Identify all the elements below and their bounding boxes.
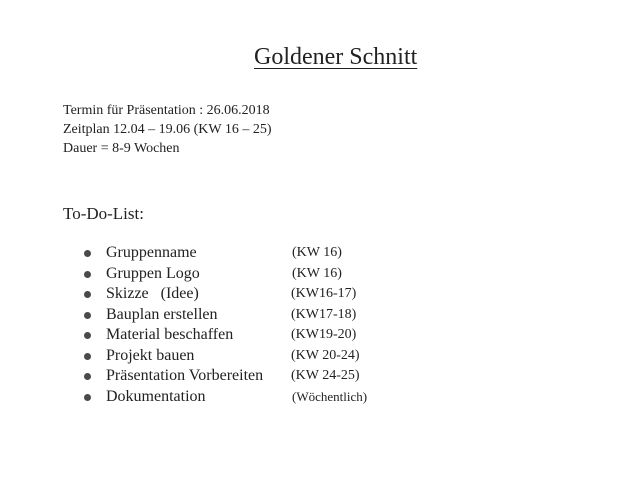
bullet-icon (84, 394, 91, 401)
week-label: (KW17-18) (291, 306, 357, 322)
week-label: (KW16-17) (291, 286, 357, 301)
task-label: Dokumentation (106, 387, 206, 405)
week-label: (KW 24-25) (291, 368, 360, 383)
duration-line: Dauer = 8-9 Wochen (63, 141, 180, 156)
task-label: Bauplan erstellen (106, 305, 218, 323)
bullet-icon (84, 353, 91, 360)
bullet-icon (84, 250, 91, 257)
week-label: (KW 16) (292, 265, 342, 281)
todo-heading: To-Do-List: (63, 204, 144, 223)
bullet-icon (84, 332, 91, 339)
bullet-icon (84, 312, 91, 319)
task-label: Gruppenname (106, 244, 197, 261)
week-label: (KW19-20) (291, 327, 357, 342)
week-label: (KW 20-24) (291, 347, 360, 363)
task-label: Präsentation Vorbereiten (106, 367, 264, 384)
task-label: Gruppen Logo (106, 264, 200, 282)
task-label: Skizze (Idee) (106, 285, 199, 302)
bullet-icon (84, 373, 91, 380)
task-label: Projekt bauen (106, 346, 195, 364)
schedule-info (63, 101, 272, 158)
task-label: Material beschaffen (106, 326, 234, 343)
bullet-icon (84, 291, 91, 298)
week-label: (Wöchentlich) (292, 388, 368, 404)
timeline-line: Zeitplan 12.04 – 19.06 (KW 16 – 25) (63, 122, 272, 137)
week-label: (KW 16) (292, 245, 342, 260)
page-title: Goldener Schnitt (254, 44, 418, 70)
bullet-icon (84, 271, 91, 278)
presentation-date-line: Termin für Präsentation : 26.06.2018 (63, 103, 270, 118)
